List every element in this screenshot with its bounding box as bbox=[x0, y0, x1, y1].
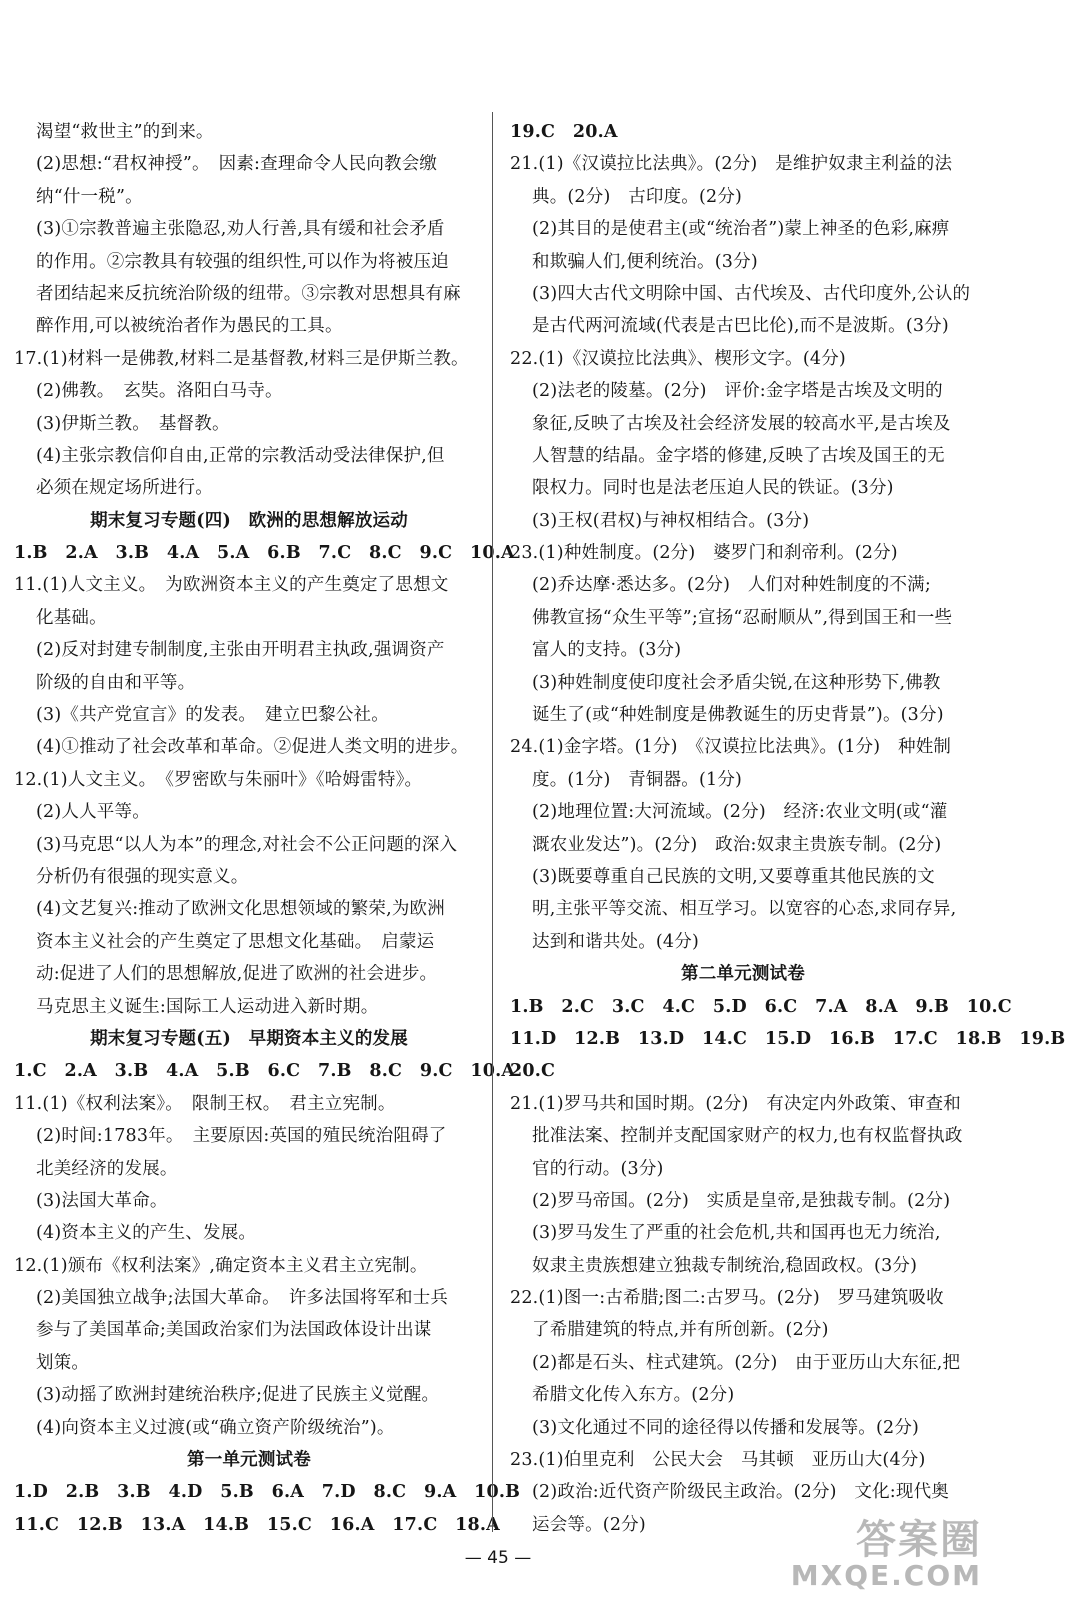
answer-line: 醉作用,可以被统治者作为愚民的工具。 bbox=[36, 316, 343, 337]
answer-line: 23.(1)种姓制度。(2分) 婆罗门和刹帝利。(2分) bbox=[510, 543, 898, 564]
answer-line: 北美经济的发展。 bbox=[36, 1158, 178, 1179]
answer-line: 参与了美国革命;美国政治家们为法国政体设计出谋 bbox=[36, 1320, 432, 1341]
answer-key-line: 19.C 20.A bbox=[510, 122, 618, 142]
answer-line: (2)美国独立战争;法国大革命。 许多法国将军和士兵 bbox=[36, 1288, 449, 1309]
answer-line: (4)向资本主义过渡(或“确立资产阶级统治”)。 bbox=[36, 1417, 395, 1438]
answer-line: (3)罗马发生了严重的社会危机,共和国再也无力统治, bbox=[532, 1223, 941, 1244]
answer-line: 22.(1)图一:古希腊;图二:古罗马。(2分) 罗马建筑吸收 bbox=[510, 1288, 944, 1309]
answer-line: 12.(1)人文主义。 《罗密欧与朱丽叶》《哈姆雷特》。 bbox=[14, 769, 423, 790]
answer-line: (2)反对封建专制制度,主张由开明君主执政,强调资产 bbox=[36, 640, 445, 661]
answer-line: (3)种姓制度使印度社会矛盾尖锐,在这种形势下,佛教 bbox=[532, 672, 941, 693]
watermark-text-cn: 答案圈 bbox=[856, 1516, 982, 1563]
section-heading: 期末复习专题(四) 欧洲的思想解放运动 bbox=[90, 510, 408, 531]
answer-line: 21.(1)《汉谟拉比法典》。(2分) 是维护奴隶主利益的法 bbox=[510, 154, 953, 175]
answer-line: (2)思想:“君权神授”。 因素:查理命令人民向教会缴 bbox=[36, 154, 438, 175]
answer-line: 限权力。同时也是法老压迫人民的铁证。(3分) bbox=[532, 478, 894, 499]
answer-line: 化基础。 bbox=[36, 607, 107, 628]
answer-key-line: 20.C bbox=[510, 1061, 556, 1082]
answer-line: 马克思主义诞生:国际工人运动进入新时期。 bbox=[36, 996, 379, 1017]
answer-key-line: 1.D 2.B 3.B 4.D 5.B 6.A 7.D 8.C 9.A 10.B bbox=[14, 1482, 521, 1503]
answer-line: 人智慧的结晶。金字塔的修建,反映了古埃及国王的无 bbox=[532, 445, 945, 466]
answer-line: (3)动摇了欧洲封建统治秩序;促进了民族主义觉醒。 bbox=[36, 1385, 440, 1406]
answer-line: (3)马克思“以人为本”的理念,对社会不公正问题的深入 bbox=[36, 834, 458, 855]
column-divider bbox=[492, 112, 493, 1532]
answer-line: 动:促进了人们的思想解放,促进了欧洲的社会进步。 bbox=[36, 964, 438, 985]
answer-line: 的作用。②宗教具有较强的组织性,可以作为将被压迫 bbox=[36, 251, 449, 272]
answer-line: 是古代两河流域(代表是古巴比伦),而不是波斯。(3分) bbox=[532, 316, 949, 337]
answer-key-line: 11.D 12.B 13.D 14.C 15.D 16.B 17.C 18.B 19.B bbox=[510, 1028, 1065, 1049]
answer-line: 分析仍有很强的现实意义。 bbox=[36, 866, 249, 887]
answer-line: 典。(2分) 古印度。(2分) bbox=[532, 186, 743, 207]
answer-line: 运会等。(2分) bbox=[532, 1514, 646, 1535]
answer-line: 奴隶主贵族想建立独裁专制统治,稳固政权。(3分) bbox=[532, 1255, 918, 1276]
answer-line: 富人的支持。(3分) bbox=[532, 640, 682, 661]
answer-line: (3)《共产党宣言》的发表。 建立巴黎公社。 bbox=[36, 705, 389, 726]
answer-line: (3)①宗教普遍主张隐忍,劝人行善,具有缓和社会矛盾 bbox=[36, 219, 445, 240]
answer-line: 了希腊建筑的特点,并有所创新。(2分) bbox=[532, 1320, 829, 1341]
answer-line: 23.(1)伯里克利 公民大会 马其顿 亚历山大(4分) bbox=[510, 1450, 926, 1471]
section-heading: 期末复习专题(五) 早期资本主义的发展 bbox=[90, 1028, 408, 1049]
answer-line: 溉农业发达”)。(2分) 政治:奴隶主贵族专制。(2分) bbox=[532, 834, 942, 855]
answer-line: 明,主张平等交流、相互学习。以宽容的心态,求同存异, bbox=[532, 899, 957, 920]
answer-line: 象征,反映了古埃及社会经济发展的较高水平,是古埃及 bbox=[532, 413, 951, 434]
answer-line: 资本主义社会的产生奠定了思想文化基础。 启蒙运 bbox=[36, 931, 435, 952]
answer-line: 划策。 bbox=[36, 1352, 90, 1373]
answer-line: (3)文化通过不同的途径得以传播和发展等。(2分) bbox=[532, 1417, 920, 1438]
answer-line: (3)王权(君权)与神权相结合。(3分) bbox=[532, 510, 810, 531]
answer-line: (2)乔达摩·悉达多。(2分) 人们对种姓制度的不满; bbox=[532, 575, 931, 596]
answer-line: 阶级的自由和平等。 bbox=[36, 672, 196, 693]
answer-line: (3)法国大革命。 bbox=[36, 1190, 168, 1211]
answer-line: 21.(1)罗马共和国时期。(2分) 有决定内外政策、审查和 bbox=[510, 1093, 961, 1114]
answer-line: 批准法案、控制并支配国家财产的权力,也有权监督执政 bbox=[532, 1126, 963, 1147]
answer-line: (2)时间:1783年。 主要原因:英国的殖民统治阻碍了 bbox=[36, 1126, 447, 1147]
answer-line: (2)罗马帝国。(2分) 实质是皇帝,是独裁专制。(2分) bbox=[532, 1190, 951, 1211]
watermark-logo bbox=[790, 1516, 982, 1592]
answer-line: 希腊文化传入东方。(2分) bbox=[532, 1385, 735, 1406]
answer-line: (4)①推动了社会改革和革命。②促进人类文明的进步。 bbox=[36, 737, 469, 758]
answer-line: (2)佛教。 玄奘。洛阳白马寺。 bbox=[36, 381, 283, 402]
answer-line: 17.(1)材料一是佛教,材料二是基督教,材料三是伊斯兰教。 bbox=[14, 348, 469, 369]
answer-key-line: 1.B 2.A 3.B 4.A 5.A 6.B 7.C 8.C 9.C 10.A bbox=[14, 543, 515, 564]
answer-line: 11.(1)《权利法案》。 限制王权。 君主立宪制。 bbox=[14, 1093, 396, 1114]
answer-key-line: 11.C 12.B 13.A 14.B 15.C 16.A 17.C 18.A bbox=[14, 1514, 500, 1535]
section-heading: 第一单元测试卷 bbox=[187, 1450, 311, 1471]
answer-line: 22.(1)《汉谟拉比法典》、楔形文字。(4分) bbox=[510, 348, 846, 369]
answer-line: (2)都是石头、柱式建筑。(2分) 由于亚历山大东征,把 bbox=[532, 1352, 961, 1373]
answer-line: 达到和谐共处。(4分) bbox=[532, 931, 699, 952]
answer-line: 和欺骗人们,便利统治。(3分) bbox=[532, 251, 758, 272]
left-column bbox=[14, 116, 521, 1541]
watermark-text-en: MXQE.COM bbox=[790, 1558, 982, 1592]
answer-line: (3)四大古代文明除中国、古代埃及、古代印度外,公认的 bbox=[532, 283, 971, 304]
answer-line: 纳“什一税”。 bbox=[36, 186, 143, 207]
answer-line: (3)伊斯兰教。 基督教。 bbox=[36, 413, 230, 434]
answer-line: 度。(1分) 青铜器。(1分) bbox=[532, 769, 743, 790]
right-column bbox=[510, 116, 1065, 1541]
answer-line: (4)主张宗教信仰自由,正常的宗教活动受法律保护,但 bbox=[36, 445, 445, 466]
answer-line: (4)资本主义的产生、发展。 bbox=[36, 1223, 257, 1244]
answer-line: 12.(1)颁布《权利法案》,确定资本主义君主立宪制。 bbox=[14, 1255, 428, 1276]
answer-line: 24.(1)金字塔。(1分) 《汉谟拉比法典》。(1分) 种姓制 bbox=[510, 737, 952, 758]
answer-key-line: 1.C 2.A 3.B 4.A 5.B 6.C 7.B 8.C 9.C 10.A bbox=[14, 1061, 516, 1082]
section-heading: 第二单元测试卷 bbox=[681, 964, 805, 985]
answer-line: (2)其目的是使君主(或“统治者”)蒙上神圣的色彩,麻痹 bbox=[532, 219, 950, 240]
answer-line: 11.(1)人文主义。 为欧洲资本主义的产生奠定了思想文 bbox=[14, 575, 449, 596]
answer-line: 渴望“救世主”的到来。 bbox=[36, 122, 214, 142]
answer-line: 必须在规定场所进行。 bbox=[36, 478, 213, 499]
page-number: — 45 — bbox=[464, 1548, 532, 1568]
answer-line: 官的行动。(3分) bbox=[532, 1158, 664, 1179]
answer-line: (2)地理位置:大河流域。(2分) 经济:农业文明(或“灌 bbox=[532, 802, 948, 823]
answer-line: (2)法老的陵墓。(2分) 评价:金字塔是古埃及文明的 bbox=[532, 381, 943, 402]
answer-line: 者团结起来反抗统治阶级的纽带。③宗教对思想具有麻 bbox=[36, 283, 461, 304]
answer-key-line: 1.B 2.C 3.C 4.C 5.D 6.C 7.A 8.A 9.B 10.C bbox=[510, 996, 1012, 1017]
answer-line: (4)文艺复兴:推动了欧洲文化思想领域的繁荣,为欧洲 bbox=[36, 899, 445, 920]
answer-line: (3)既要尊重自己民族的文明,又要尊重其他民族的文 bbox=[532, 866, 935, 887]
answer-line: 诞生了(或“种姓制度是佛教诞生的历史背景”)。(3分) bbox=[532, 705, 944, 726]
answer-line: (2)人人平等。 bbox=[36, 802, 150, 823]
answer-line: (2)政治:近代资产阶级民主政治。(2分) 文化:现代奥 bbox=[532, 1482, 949, 1503]
answer-line: 佛教宣扬“众生平等”;宣扬“忍耐顺从”,得到国王和一些 bbox=[532, 607, 953, 628]
